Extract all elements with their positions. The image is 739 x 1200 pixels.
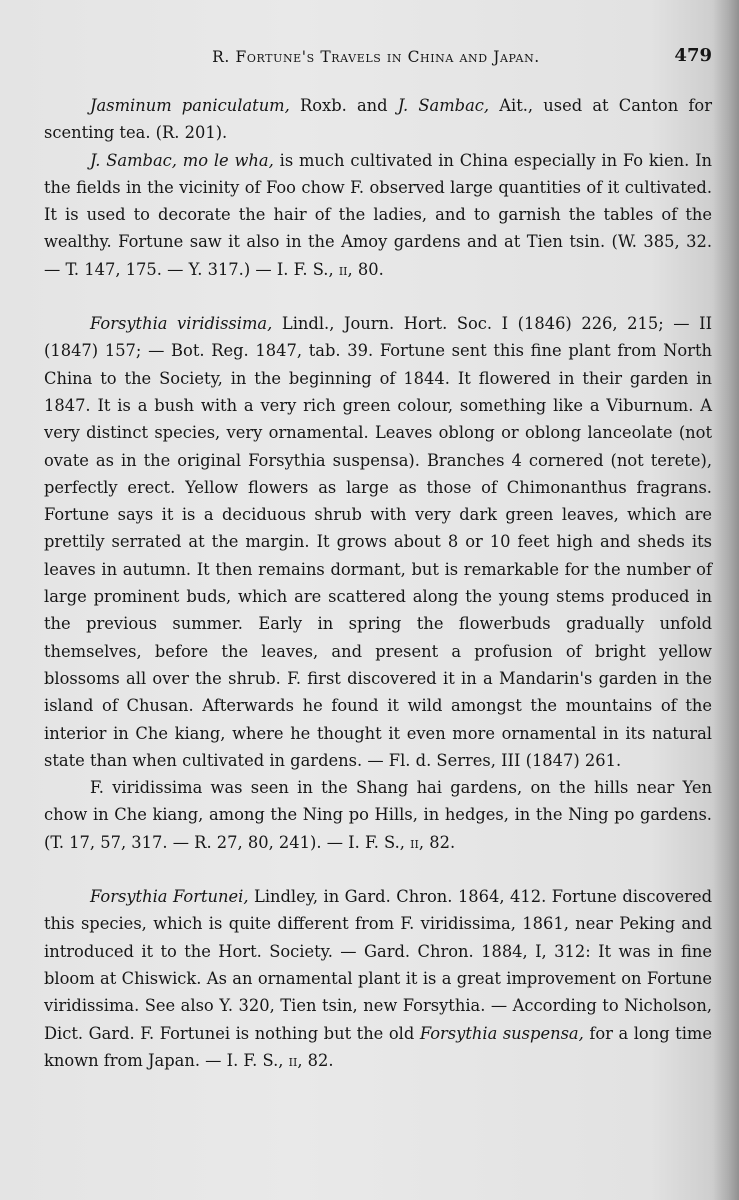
text-run: Ait., used at Canton for scenting tea. (R. 201). [44,96,712,143]
small-caps-text: ii [338,259,348,279]
text-run: F. viridissima was seen in the Shang hai gardens, on the hills near Yen chow in Che kiang, among the Ning po Hills, in hedges, in the Ning po gardens. (T. 17, 57, 317. — R. 27, 80, 241). — I. F. S., [44,778,712,852]
small-caps-text: ii [410,832,419,852]
italic-text: J. Sambac, [397,96,490,115]
italic-text: Forsythia suspensa, [419,1023,584,1043]
small-caps-text: ii [288,1050,298,1070]
italic-text: Jasminum paniculatum, [90,96,290,115]
text-run: Lindl., Journ. Hort. Soc. I (1846) 226, 215; — II (1847) 157; — Bot. Reg. 1847, tab. 39. Fortune sent this fine plant from North China to the Society, in the beginning of 1844. It flowered in their garden in 1847. It is a bush with a very rich green colour, something like a Viburnum. A very distinct species, very ornamental. Leaves oblong or oblong lanceolate (not ovate as in the original Forsythia suspensa). Branches 4 cornered (not terete), perfectly erect. Yellow flowers as large as those of Chimonanthus fragrans. Fortune says it is a deciduous shrub with very dark green leaves, which are prettily serrated at the margin. It grows about 8 or 10 feet high and sheds its leaves in autumn. It then remains dormant, but is remarkable for the number of large prominent buds, which are scattered along the young stems produced in the previous summer. Early in spring the flowerbuds gradually unfold themselves, before the leaves, and present a profusion of bright yellow blossoms all over the shrub. F. first discovered it in a Mandarin's garden in the island of Chusan. Afterwards he found it wild amongst the mountains of the interior in Che kiang, where he thought it even more ornamental in its natural state than when cultivated in gardens. — Fl. d. Serres, III (1847) 261. [44,314,712,770]
spine-shadow [713,0,739,1200]
italic-text: Forsythia viridissima, [90,314,273,334]
text-run: for a long time known from Japan. — I. F. S., [44,1023,713,1070]
text-run: , 80. [347,259,384,279]
paragraph [44,774,712,856]
text-run: Lindley, in Gard. Chron. 1864, 412. Fortune discovered this species, which is quite different from F. viridissima, 1861, near Peking and introduced it to the Hort. Society. — Gard. Chron. 1884, I, 312: It was in fine bloom at Chiswick. As an ornamental plant it is a great improvement on Fortune viridissima. See also Y. 320, Tien tsin, new Forsythia. — According to Nicholson, Dict. Gard. F. Fortunei is nothing but the old [44,887,713,1043]
page-number: 479 [674,45,712,66]
body-text [44,92,712,1074]
italic-text: J. Sambac, mo le wha, [90,150,274,170]
text-run: , 82. [297,1050,334,1070]
paragraph [44,147,712,283]
running-title: R. Fortune's Travels in China and Japan. [212,48,540,66]
page-header [40,44,712,74]
text-run: is much cultivated in China especially in Fo kien. In the fields in the vicinity of Foo chow F. observed large quantities of it cultivated. It is used to decorate the hair of the ladies, and to garnish the tables of the wealthy. Fortune saw it also in the Amoy gardens and at Tien tsin. (W. 385, 32. — T. 147, 175. — Y. 317.) — I. F. S., [44,150,712,279]
text-run: , 82. [418,832,456,852]
paragraph [44,883,712,1074]
paragraph [44,92,712,147]
italic-text: Forsythia Fortunei, [90,887,249,907]
text-run: Roxb. and [289,96,398,115]
paragraph [44,310,712,774]
